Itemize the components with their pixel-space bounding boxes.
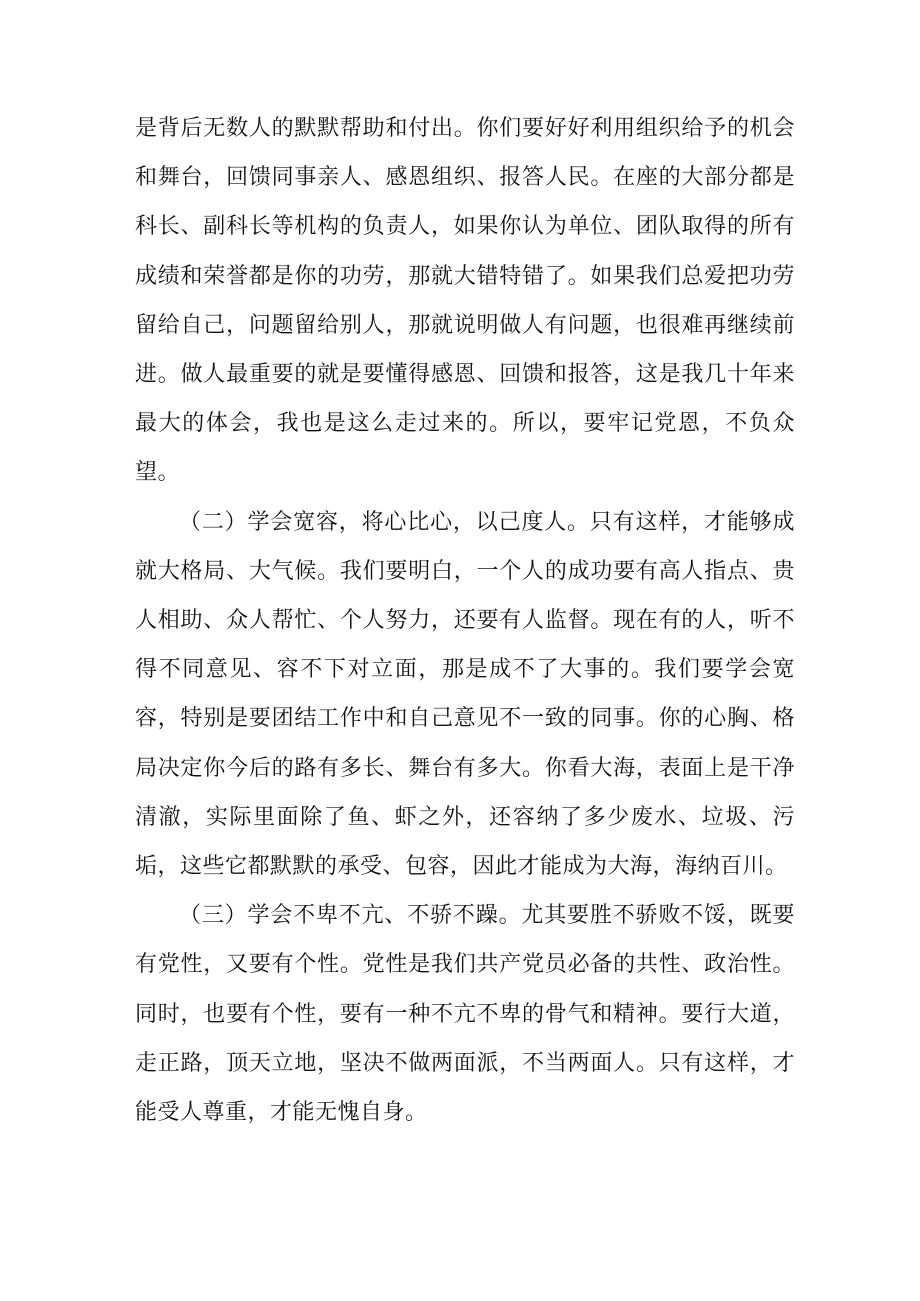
document-body xyxy=(135,104,795,1137)
paragraph-section-3: （三）学会不卑不亢、不骄不躁。尤其要胜不骄败不馁，既要有党性，又要有个性。党性是我们共产党员必备的共性、政治性。同时，也要有个性，要有一种不亢不卑的骨气和精神。要行大道，走正路，顶天立地，坚决不做两面派，不当两面人。只有这样，才能受人尊重，才能无愧自身。 xyxy=(135,903,795,1126)
paragraph-section-2: （二）学会宽容，将心比心，以己度人。只有这样，才能够成就大格局、大气候。我们要明白，一个人的成功要有高人指点、贵人相助、众人帮忙、个人努力，还要有人监督。现在有的人，听不得不同意见、容不下对立面，那是成不了大事的。我们要学会宽容，特别是要团结工作中和自己意见不一致的同事。你的心胸、格局决定你今后的路有多长、舞台有多大。你看大海，表面上是干净清澈，实际里面除了鱼、虾之外，还容纳了多少废水、垃圾、污垢，这些它都默默的承受、包容，因此才能成为大海，海纳百川。 xyxy=(135,509,795,880)
paragraph-continuation: 是背后无数人的默默帮助和付出。你们要好好利用组织给予的机会和舞台，回馈同事亲人、感恩组织、报答人民。在座的大部分都是科长、副科长等机构的负责人，如果你认为单位、团队取得的所有成绩和荣誉都是你的功劳，那就大错特错了。如果我们总爱把功劳留给自己，问题留给别人，那就说明做人有问题，也很难再继续前进。做人最重要的就是要懂得感恩、回馈和报答，这是我几十年来最大的体会，我也是这么走过来的。所以，要牢记党恩，不负众望。 xyxy=(135,116,795,486)
